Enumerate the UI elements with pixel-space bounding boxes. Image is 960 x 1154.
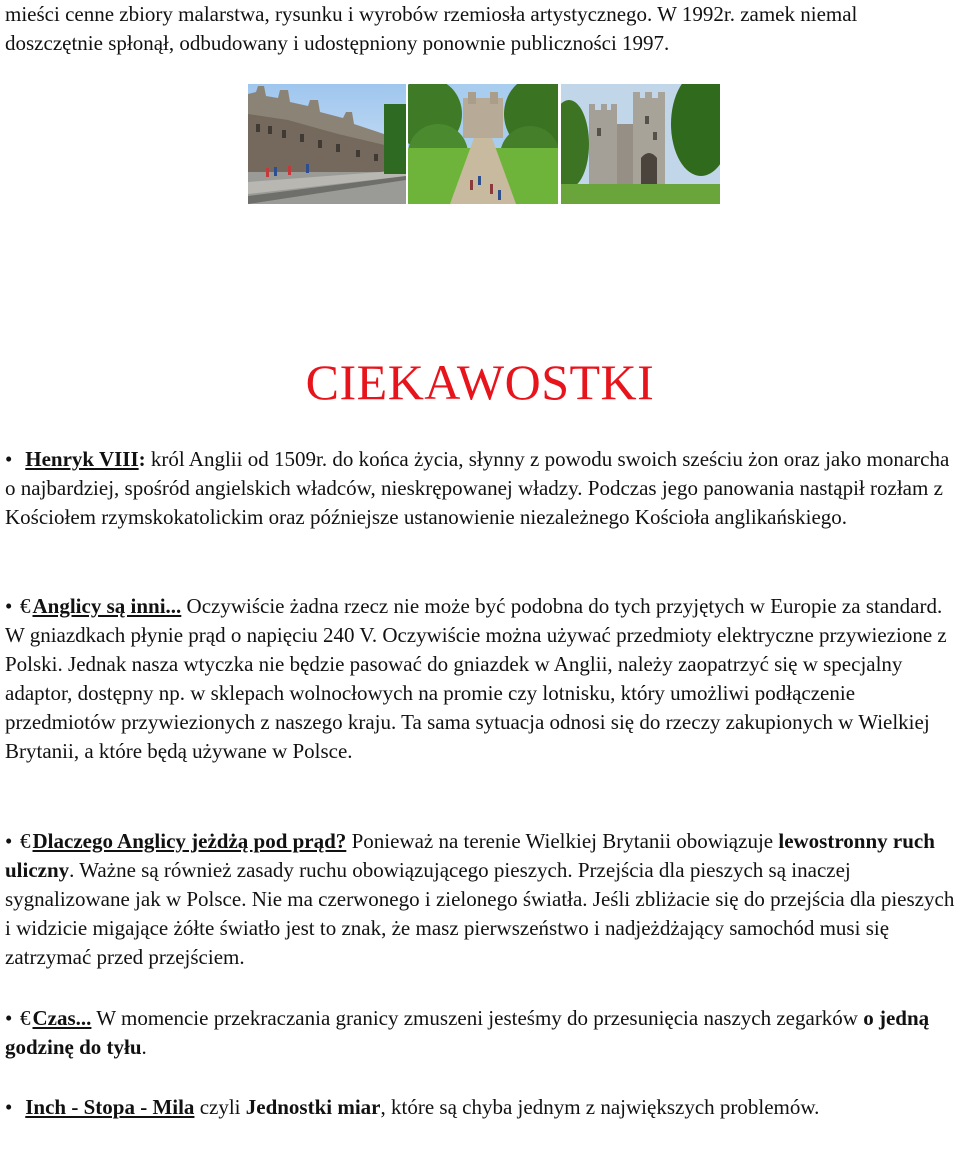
item-term: Dlaczego Anglicy jeżdżą pod prąd? [32, 829, 347, 853]
bullet-icon: • [5, 1006, 13, 1030]
list-item [5, 1004, 960, 1062]
bullet-icon: • [5, 594, 13, 618]
euro-icon: € [20, 829, 31, 853]
castle-towers-photo [561, 84, 720, 204]
bullet-icon: • [5, 829, 13, 853]
euro-icon: € [20, 594, 31, 618]
item-text: Oczywiście żadna rzecz nie może być podobna do tych przyjętych w Europie za standard. W gniazdkach płynie prąd o napięciu 240 V. Oczywiście można używać przedmioty elektryczne przywiezione z Polski. Jednak nasza wtyczka nie będzie pasować do gniazdek w Anglii, należy zaopatrzyć się w specjalny adaptor, dostępny np. w sklepach wolnocłowych na promie czy lotnisku, który umożliwi podłączenie przedmiotów przywiezionych z naszego kraju. Ta sama sytuacja odnosi się do rzeczy zakupionych w Wielkiej Brytanii, a które będą używane w Polsce. [5, 594, 947, 763]
item-text-b: , które są chyba jednym z największych problemów. [380, 1095, 820, 1119]
intro-paragraph [5, 0, 960, 58]
castle-street-photo [248, 84, 406, 204]
item-text: król Anglii od 1509r. do końca życia, słynny z powodu swoich sześciu żon oraz jako monarcha o najbardziej, spośród angielskich władców, nieskrępowanej władzy. Podczas jego panowania nastąpił rozłam z Kościołem rzymskokatolickim oraz późniejsze ustanowienie niezależnego Kościoła anglikańskiego. [5, 447, 950, 529]
item-term: Anglicy są inni... [32, 594, 182, 618]
item-text-a: Ponieważ na terenie Wielkiej Brytanii obowiązuje [346, 829, 779, 853]
intro-text: mieści cenne zbiory malarstwa, rysunku i wyrobów rzemiosła artystycznego. W 1992r. zamek niemal doszczętnie spłonął, odbudowany i udostępniony ponownie publiczności 1997. [5, 2, 858, 55]
item-bold: lewostronny ruch uliczny [5, 829, 935, 882]
euro-icon: € [20, 1006, 31, 1030]
item-text-a: W momencie przekraczania granicy zmuszeni jesteśmy do przesunięcia naszych zegarków [91, 1006, 864, 1030]
list-item [5, 592, 960, 766]
item-text-b: . Ważne są również zasady ruchu obowiązującego pieszych. Przejścia dla pieszych są inaczej sygnalizowane jak w Polsce. Nie ma czerwonego i zielonego światła. Jeśli zbliżacie się do przejścia dla pieszych i widzicie migające żółte światło jest to znak, że masz pierwszeństwo i nadjeżdżający samochód musi się zatrzymać przed przejściem. [5, 858, 955, 969]
item-term: Henryk VIII [25, 447, 139, 471]
item-term-suffix: : [138, 447, 146, 471]
bullet-icon: • [5, 1095, 13, 1119]
item-bold: Jednostki miar [245, 1095, 381, 1119]
page-title: CIEKAWOSTKI [305, 354, 655, 410]
list-item [5, 445, 960, 532]
item-bold: o jedną godzinę do tyłu [5, 1006, 930, 1059]
long-walk-photo [408, 84, 558, 204]
list-item [5, 1093, 960, 1122]
item-term: Inch - Stopa - Mila [25, 1095, 195, 1119]
item-term: Czas... [32, 1006, 92, 1030]
item-text-b: . [141, 1035, 147, 1059]
list-item [5, 827, 960, 972]
bullet-icon: • [5, 447, 13, 471]
castle-photo-strip [248, 84, 720, 204]
item-text-a: czyli [194, 1095, 246, 1119]
